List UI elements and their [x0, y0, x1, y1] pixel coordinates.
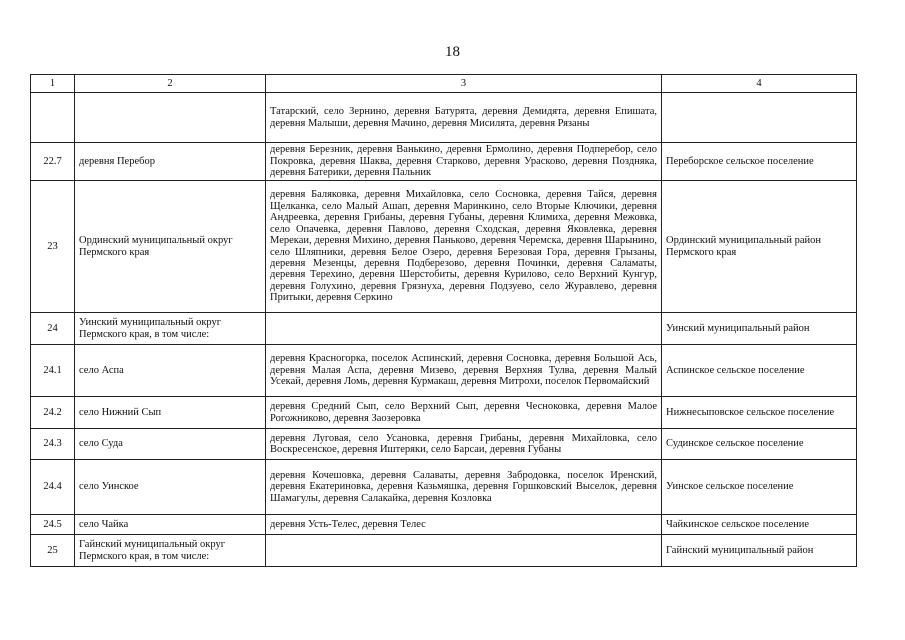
former-settlement: Уинский муниципальный район — [662, 313, 857, 345]
former-settlement: Гайнский муниципальный район — [662, 535, 857, 567]
table-row — [31, 397, 857, 429]
municipality-name: деревня Перебор — [75, 143, 266, 181]
table-row — [31, 429, 857, 460]
municipality-name: село Уинское — [75, 460, 266, 515]
row-number: 24.1 — [31, 345, 75, 397]
places-list: деревня Средний Сып, село Верхний Сып, деревня Чесноковка, деревня Малое Рогожниково, деревня Заозеровка — [266, 397, 662, 429]
places-list — [266, 535, 662, 567]
row-number: 24 — [31, 313, 75, 345]
table-row — [31, 143, 857, 181]
column-header-3: 3 — [266, 75, 662, 93]
column-header-2: 2 — [75, 75, 266, 93]
places-list: деревня Березник, деревня Ванькино, деревня Ермолино, деревня Подперебор, село Покровка, деревня Шаква, деревня Старково, деревня Урасково, деревня Позднякa, деревня Батерики, деревня Пальник — [266, 143, 662, 181]
row-number: 24.2 — [31, 397, 75, 429]
places-list — [266, 313, 662, 345]
former-settlement: Судинское сельское поселение — [662, 429, 857, 460]
former-settlement: Нижнесыповское сельское поселение — [662, 397, 857, 429]
row-number: 22.7 — [31, 143, 75, 181]
municipality-name: село Нижний Сып — [75, 397, 266, 429]
municipality-name: село Аспа — [75, 345, 266, 397]
places-list: деревня Усть-Телес, деревня Телес — [266, 515, 662, 535]
table-row — [31, 535, 857, 567]
municipal-table — [30, 74, 857, 567]
table-row — [31, 345, 857, 397]
places-list: деревня Кочешовка, деревня Салаваты, деревня Забродовка, поселок Иренский, деревня Екатериновка, деревня Казьмяшка, деревня Горшковский Выселок, деревня Шамагулы, деревня Салакайка, деревня Козловка — [266, 460, 662, 515]
row-number: 24.3 — [31, 429, 75, 460]
table-row — [31, 313, 857, 345]
column-header-4: 4 — [662, 75, 857, 93]
table-row — [31, 181, 857, 313]
places-list: Татарский, село Зернино, деревня Батурята, деревня Демидята, деревня Епишата, деревня Малыши, деревня Мачино, деревня Мисилята, деревня Рязаны — [266, 93, 662, 143]
former-settlement: Чайкинское сельское поселение — [662, 515, 857, 535]
places-list: деревня Красногорка, поселок Аспинский, деревня Сосновка, деревня Большой Ась, деревня Малая Аспа, деревня Мизево, деревня Верхняя Тулва, деревня Малый Усекай, деревня Ломь, деревня Курмакаш, деревня Митрохи, поселок Первомайский — [266, 345, 662, 397]
row-number: 23 — [31, 181, 75, 313]
row-number: 25 — [31, 535, 75, 567]
municipality-name: Уинский муниципальный округ Пермского края, в том числе: — [75, 313, 266, 345]
places-list: деревня Баляковка, деревня Михайловка, село Сосновка, деревня Тайся, деревня Щелканка, село Малый Ашап, деревня Маринкино, село Вторые Ключики, деревня Андреевка, деревня Грибаны, деревня Губаны, деревня Климиха, деревня Межовка, село Опачевка, деревня Павлово, деревня Сходская, деревня Яковлевка, деревня Мерекаи, деревня Михино, деревня Паньково, деревня Черемска, деревня Шарынино, село Шляпники, деревня Белое Озеро, деревня Березовая Гора, деревня Грызаны, деревня Мезенцы, деревня Подберезово, деревня Починки, деревня Саламаты, деревня Терехино, деревня Шерстобиты, деревня Курилово, село Верхний Кунгур, деревня Голухино, деревня Грязнуха, деревня Подзуево, село Журавлево, деревня Притыки, деревня Серкино — [266, 181, 662, 313]
places-list: деревня Луговая, село Усановка, деревня Грибаны, деревня Михайловка, село Воскресенское, деревня Иштеряки, село Барсаи, деревня Губаны — [266, 429, 662, 460]
header-row — [31, 75, 857, 93]
municipality-name — [75, 93, 266, 143]
municipality-name: село Чайка — [75, 515, 266, 535]
row-number: 24.5 — [31, 515, 75, 535]
row-number: 24.4 — [31, 460, 75, 515]
former-settlement: Ординский муниципальный район Пермского края — [662, 181, 857, 313]
page-number: 18 — [445, 44, 460, 60]
municipality-name: Ординский муниципальный округ Пермского края — [75, 181, 266, 313]
former-settlement — [662, 93, 857, 143]
table-row — [31, 460, 857, 515]
table-row — [31, 93, 857, 143]
former-settlement: Переборское сельское поселение — [662, 143, 857, 181]
municipality-name: Гайнский муниципальный округ Пермского края, в том числе: — [75, 535, 266, 567]
former-settlement: Уинское сельское поселение — [662, 460, 857, 515]
column-header-1: 1 — [31, 75, 75, 93]
row-number — [31, 93, 75, 143]
table-row — [31, 515, 857, 535]
former-settlement: Аспинское сельское поселение — [662, 345, 857, 397]
municipality-name: село Суда — [75, 429, 266, 460]
